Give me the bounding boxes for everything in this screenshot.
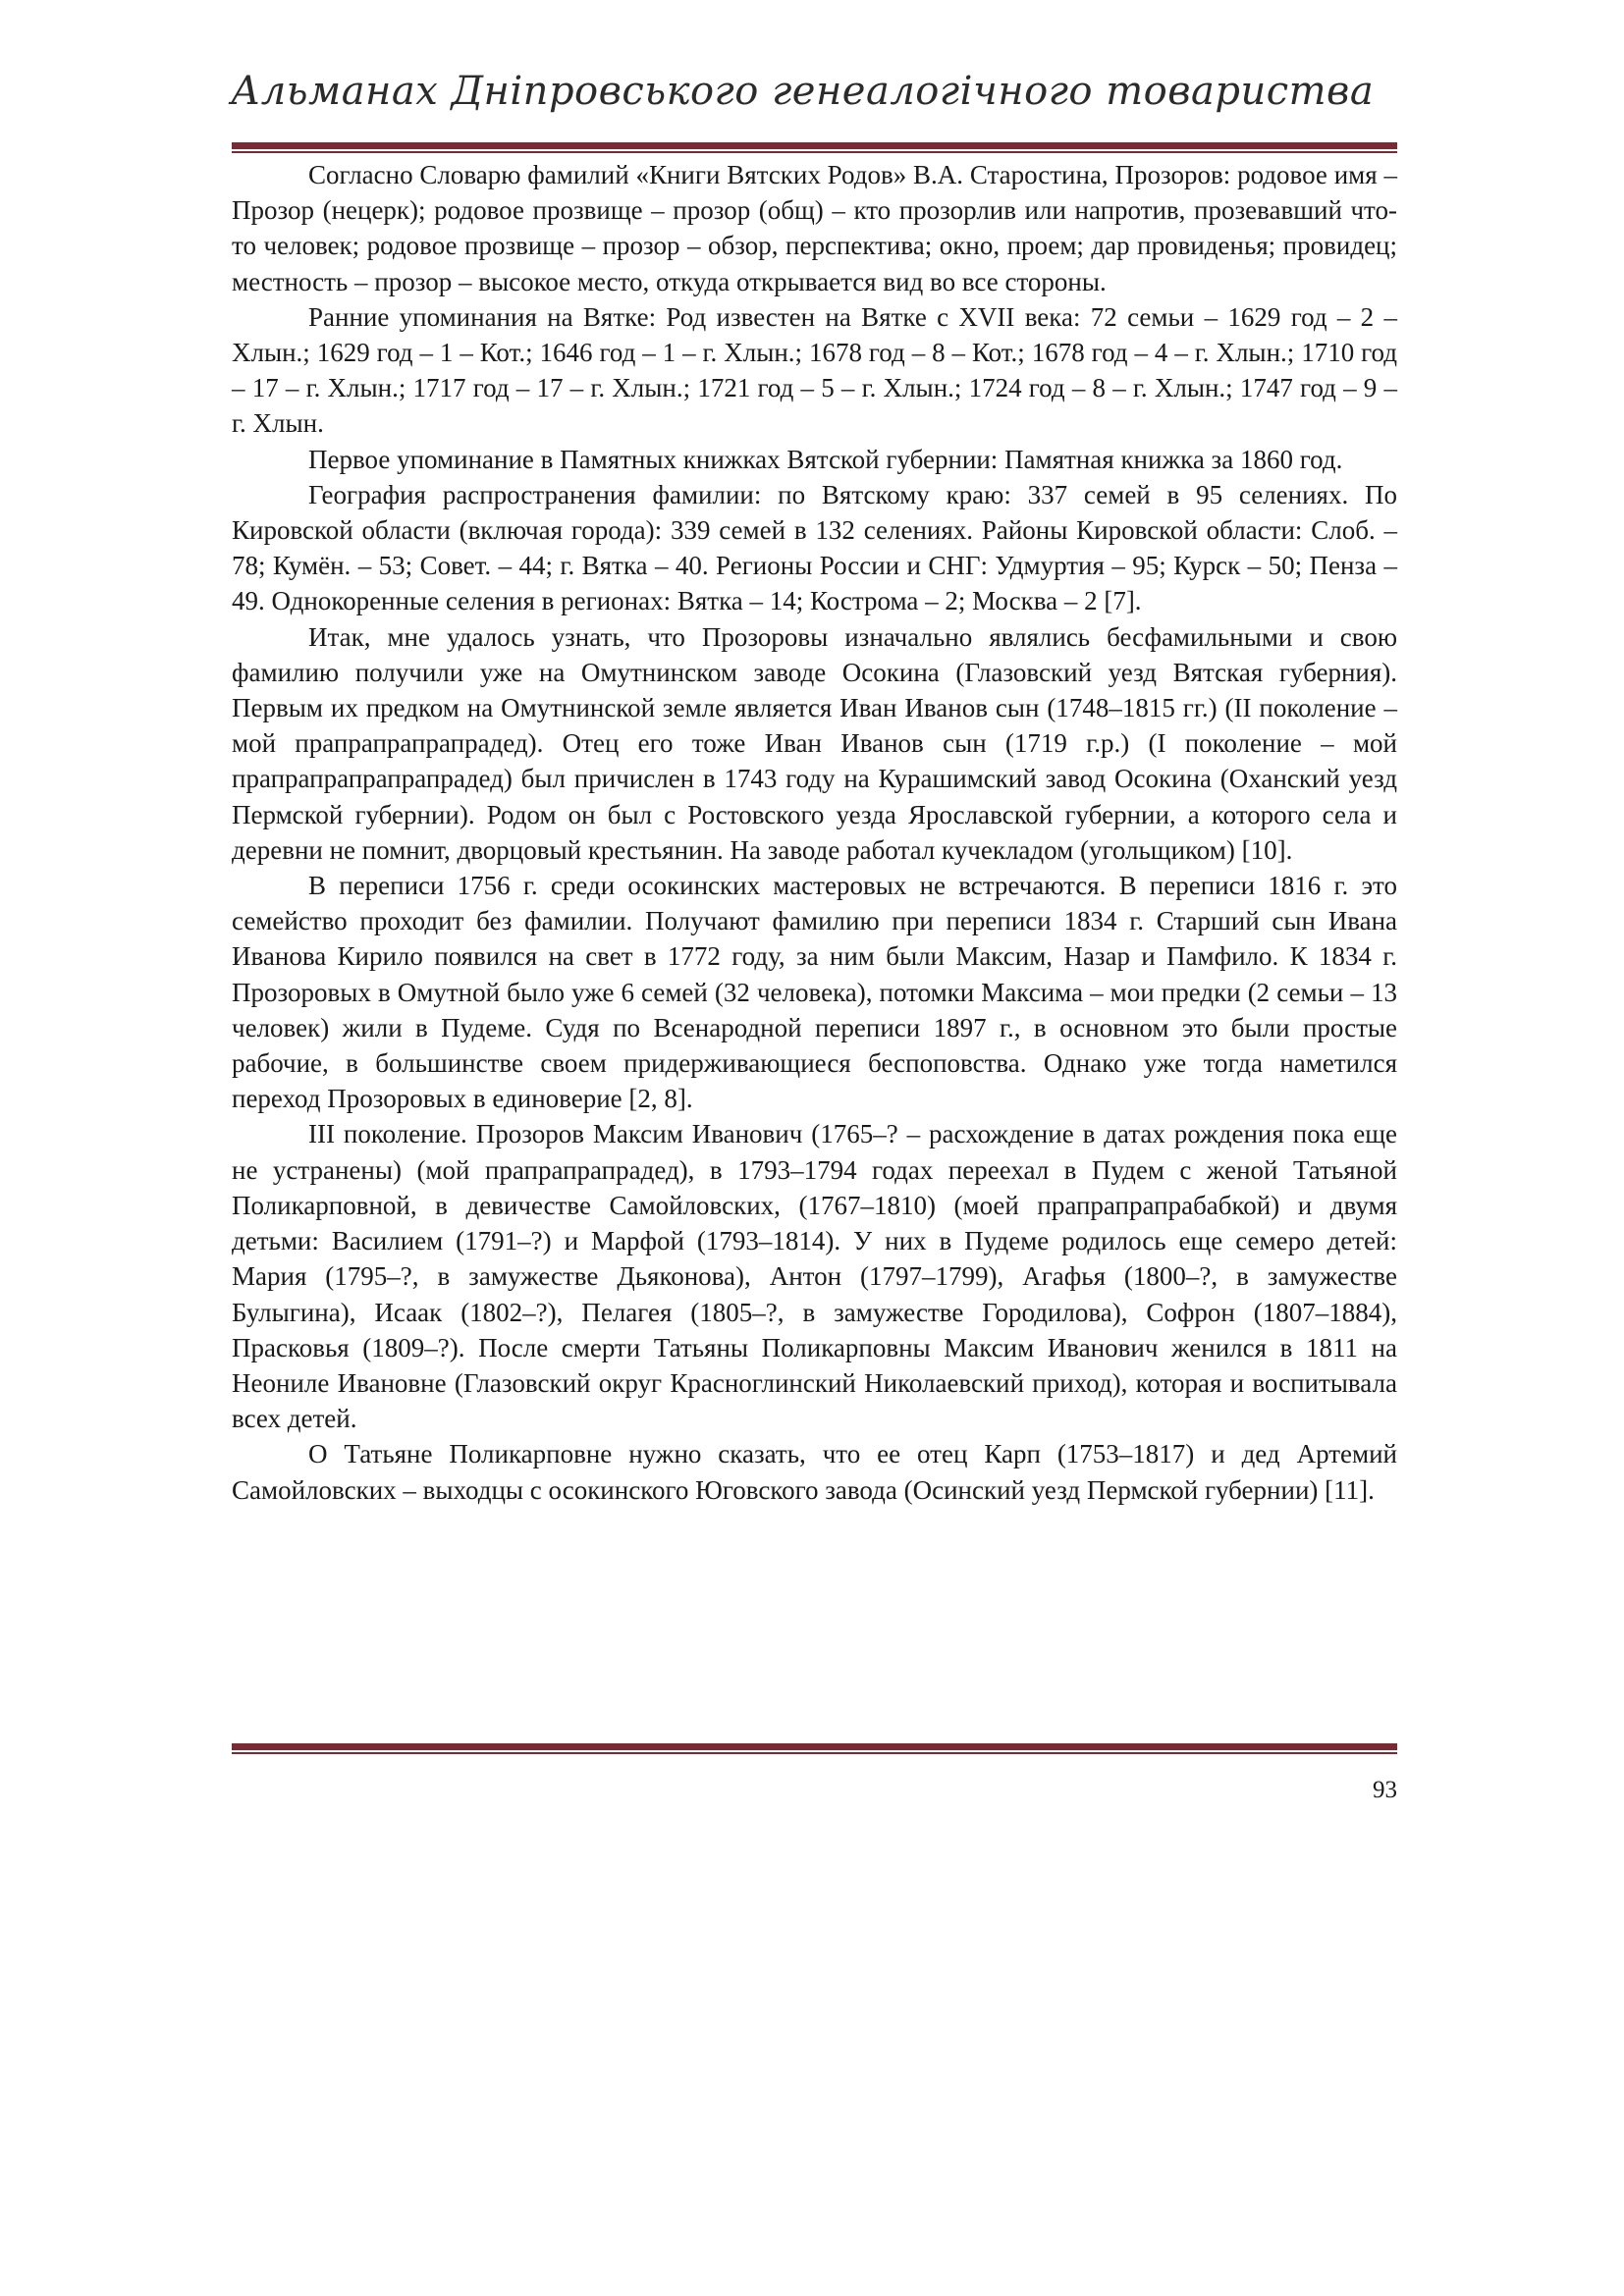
header-rule-thin [232, 151, 1397, 153]
paragraph-origins: Итак, мне удалось узнать, что Прозоровы изначально являлись бесфамильными и свою фамилию получили уже на Омутнинском заводе Осокина (Глазовский уезд Вятская губерния). Первым их предком на Омутнинской земле является Иван Иванов сын (1748–1815 гг.) (II поколение – мой прапрапрапрапрадед). Отец его тоже Иван Иванов сын (1719 г.р.) (I поколение – мой прапрапрапрапрапрадед) был причислен в 1743 году на Курашимский завод Осокина (Оханский уезд Пермской губернии). Родом он был с Ростовского уезда Ярославской губернии, а которого села и деревни не помнит, дворцовый крестьянин. На заводе работал кучекладом (угольщиком) [10]. [232, 621, 1397, 865]
paragraph-third-generation: III поколение. Прозоров Максим Иванович (1765–? – расхождение в датах рождения пока еще не устранены) (мой прапрапрапрадед), в 1793–1794 годах переехал в Пудем с женой Татьяной Поликарповной, в девичестве Самойловских, (1767–1810) (моей прапрапрапрабабкой) и двумя детьми: Василием (1791–?) и Марфой (1793–1814). У них в Пудеме родилось еще семеро детей: Мария (1795–?, в замужестве Дьяконова), Антон (1797–1799), Агафья (1800–?, в замужестве Булыгина), Исаак (1802–?), Пелагея (1805–?, в замужестве Городилова), Софрон (1807–1884), Прасковья (1809–?). После смерти Татьяны Поликарповны Максим Иванович женился в 1811 на Неониле Ивановне (Глазовский округ Красноглинский Николаевский приход), которая и воспитывала всех детей. [232, 1119, 1397, 1434]
paragraph-surname-dictionary: Согласно Словарю фамилий «Книги Вятских Родов» В.А. Старостина, Прозоров: родовое имя – Прозор (нецерк); родовое прозвище – прозор (общ) – кто прозорлив или напротив, прозевавший что-то человек; родовое прозвище – прозор – обзор, перспектива; окно, проем; дар провиденья; провидец; местность – прозор – высокое место, откуда открывается вид во все стороны. [232, 160, 1397, 296]
paragraph-early-mentions: Ранние упоминания на Вятке: Род известен на Вятке с XVII века: 72 семьи – 1629 год – 2 – Хлын.; 1629 год – 1 – Кот.; 1646 год – 1 – г. Хлын.; 1678 год – 8 – Кот.; 1678 год – 4 – г. Хлын.; 1710 год – 17 – г. Хлын.; 1717 год – 17 – г. Хлын.; 1721 год – 5 – г. Хлын.; 1724 год – 8 – г. Хлын.; 1747 год – 9 – г. Хлын. [232, 301, 1397, 439]
paragraph-geography: География распространения фамилии: по Вятскому краю: 337 семей в 95 селениях. По Кировской области (включая города): 339 семей в 132 селениях. Районы Кировской области: Слоб. – 78; Кумён. – 53; Совет. – 44; г. Вятка – 40. Регионы России и СНГ: Удмуртия – 95; Курск – 50; Пенза – 49. Однокоренные селения в регионах: Вятка – 14; Кострома – 2; Москва – 2 [7]. [232, 479, 1397, 616]
journal-title: Альманах Дніпровського генеалогічного товариства [231, 69, 1375, 114]
article-body [232, 157, 1397, 1508]
page-number: 93 [1373, 1777, 1397, 1803]
paragraph-census: В переписи 1756 г. среди осокинских мастеровых не встречаются. В переписи 1816 г. это семейство проходит без фамилии. Получают фамилию при переписи 1834 г. Старший сын Ивана Иванова Кирило появился на свет в 1772 году, за ним были Максим, Назар и Памфило. К 1834 г. Прозоровых в Омутной было уже 6 семей (32 человека), потомки Максима – мои предки (2 семьи – 13 человек) жили в Пудеме. Судя по Всенародной переписи 1897 г., в основном это были простые рабочие, в большинстве своем придерживающиеся беспоповства. Однако уже тогда наметился переход Прозоровых в единоверие [2, 8]. [232, 871, 1397, 1114]
footer-rule-thin [232, 1752, 1397, 1754]
header-rule [232, 142, 1397, 153]
footer-rule [232, 1743, 1397, 1754]
paragraph-first-mention: Первое упоминание в Памятных книжках Вятской губернии: Памятная книжка за 1860 год. [308, 444, 1343, 474]
header-rule-thick [232, 142, 1397, 149]
footer-rule-thick [232, 1743, 1397, 1750]
paragraph-tatiana: О Татьяне Поликарповне нужно сказать, что ее отец Карп (1753–1817) и дед Артемий Самойловских – выходцы с осокинского Юговского завода (Осинский уезд Пермской губернии) [11]. [232, 1439, 1397, 1505]
